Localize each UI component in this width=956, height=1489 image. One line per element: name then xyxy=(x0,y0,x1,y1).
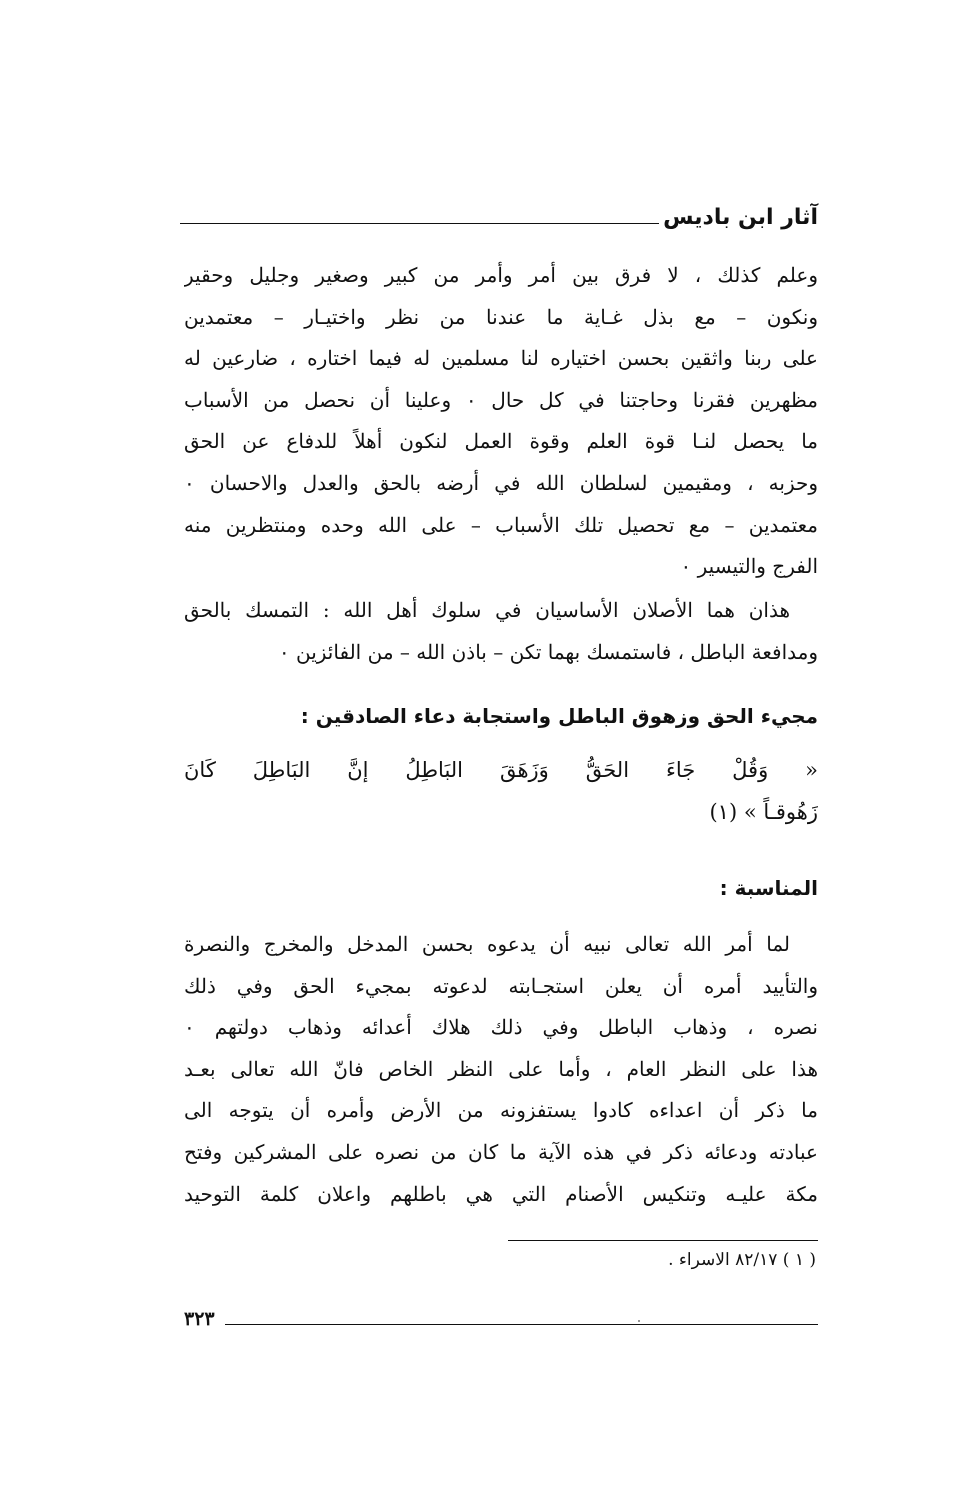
text-line: الفرج والتيسير ٠ xyxy=(680,554,818,579)
text-line: ما ذكر أن اعداءه كادوا يستفزونه من الأرض وأمره أن يتوجه الى xyxy=(184,1098,818,1123)
verse-line: زَهُوقـاً » (١) xyxy=(709,799,818,824)
page-footer xyxy=(184,1304,818,1330)
text-line: ومدافعة الباطل ، فاستمسك بهما تكن – باذن الله – من الفائزين ٠ xyxy=(278,639,818,664)
text-line: معتمدين – مع تحصيل تلك الأسباب – على الله وحده ومنتظرين منه xyxy=(184,512,818,537)
text-line: مكة عليـه وتنكيس الأصنام التي هي باطلهم واعلان كلمة التوحيد xyxy=(184,1181,818,1206)
text-line: ما يحصل لنـا قوة العلم وقوة العمل لنكون أهلاً للدفاع عن الحق xyxy=(184,429,818,454)
footnote: ( ١ ) ٨٢/١٧ الاسراء . xyxy=(668,1250,816,1270)
book-title: آثار ابن باديس xyxy=(663,205,818,230)
text-line: نصره ، وذهاب الباطل وفي ذلك هلاك أعدائه وذهاب دولتهم ٠ xyxy=(184,1015,818,1040)
header-rule xyxy=(180,223,659,224)
text-line: والتأييد أمره أن يعلن استجـابته لدعوته بمجيء الحق وفي ذلك xyxy=(184,973,818,998)
text-line: ونكون – مع بذل غـاية ما عندنا من نظر واختيـار – معتمدين xyxy=(184,304,818,329)
footer-rule xyxy=(225,1324,818,1325)
subheading: المناسبة : xyxy=(719,876,818,900)
verse-line: « وَقُلْ جَاءَ الحَقُّ وَزَهَقَ البَاطِلُ إنَّ البَاطِلَ كَانَ xyxy=(184,758,818,782)
text-line: على ربنا واثقين بحسن اختياره لنا مسلمين له فيما اختاره ، ضارعين له xyxy=(184,346,818,371)
running-header xyxy=(180,196,818,230)
quran-verse xyxy=(184,750,818,833)
text-line: مظهرين فقرنا وحاجتنا في كل حال ٠ وعلينا أن نحصل من الأسباب xyxy=(184,387,818,412)
paragraph-3 xyxy=(184,924,818,1215)
text-line: وعلم كذلك ، لا فرق بين أمر وأمر من كبير وصغير وجليل وحقير xyxy=(184,263,818,287)
scan-speck xyxy=(638,1320,640,1322)
paragraph-2 xyxy=(184,590,818,673)
page-number: ٣٢٣ xyxy=(184,1308,215,1330)
section-heading: مجيء الحق وزهوق الباطل واستجابة دعاء الصادقين : xyxy=(300,704,818,728)
text-line: هذان هما الأصلان الأساسيان في سلوك أهل الله : التمسك بالحق xyxy=(184,598,790,622)
text-line: هذا على النظر العام ، وأما على النظر الخاص فانّ الله تعالى بعـد xyxy=(184,1056,818,1081)
paragraph-1 xyxy=(184,255,818,588)
text-line: لما أمر الله تعالى نبيه أن يدعوه بحسن المدخل والمخرج والنصرة xyxy=(184,932,790,956)
text-line: وحزبه ، ومقيمين لسلطان الله في أرضه بالحق والعدل والاحسان ٠ xyxy=(184,470,818,495)
footnote-rule xyxy=(508,1240,818,1241)
text-line: عبادته ودعائه ذكر في هذه الآية ما كان من نصره على المشركين وفتح xyxy=(184,1139,818,1164)
